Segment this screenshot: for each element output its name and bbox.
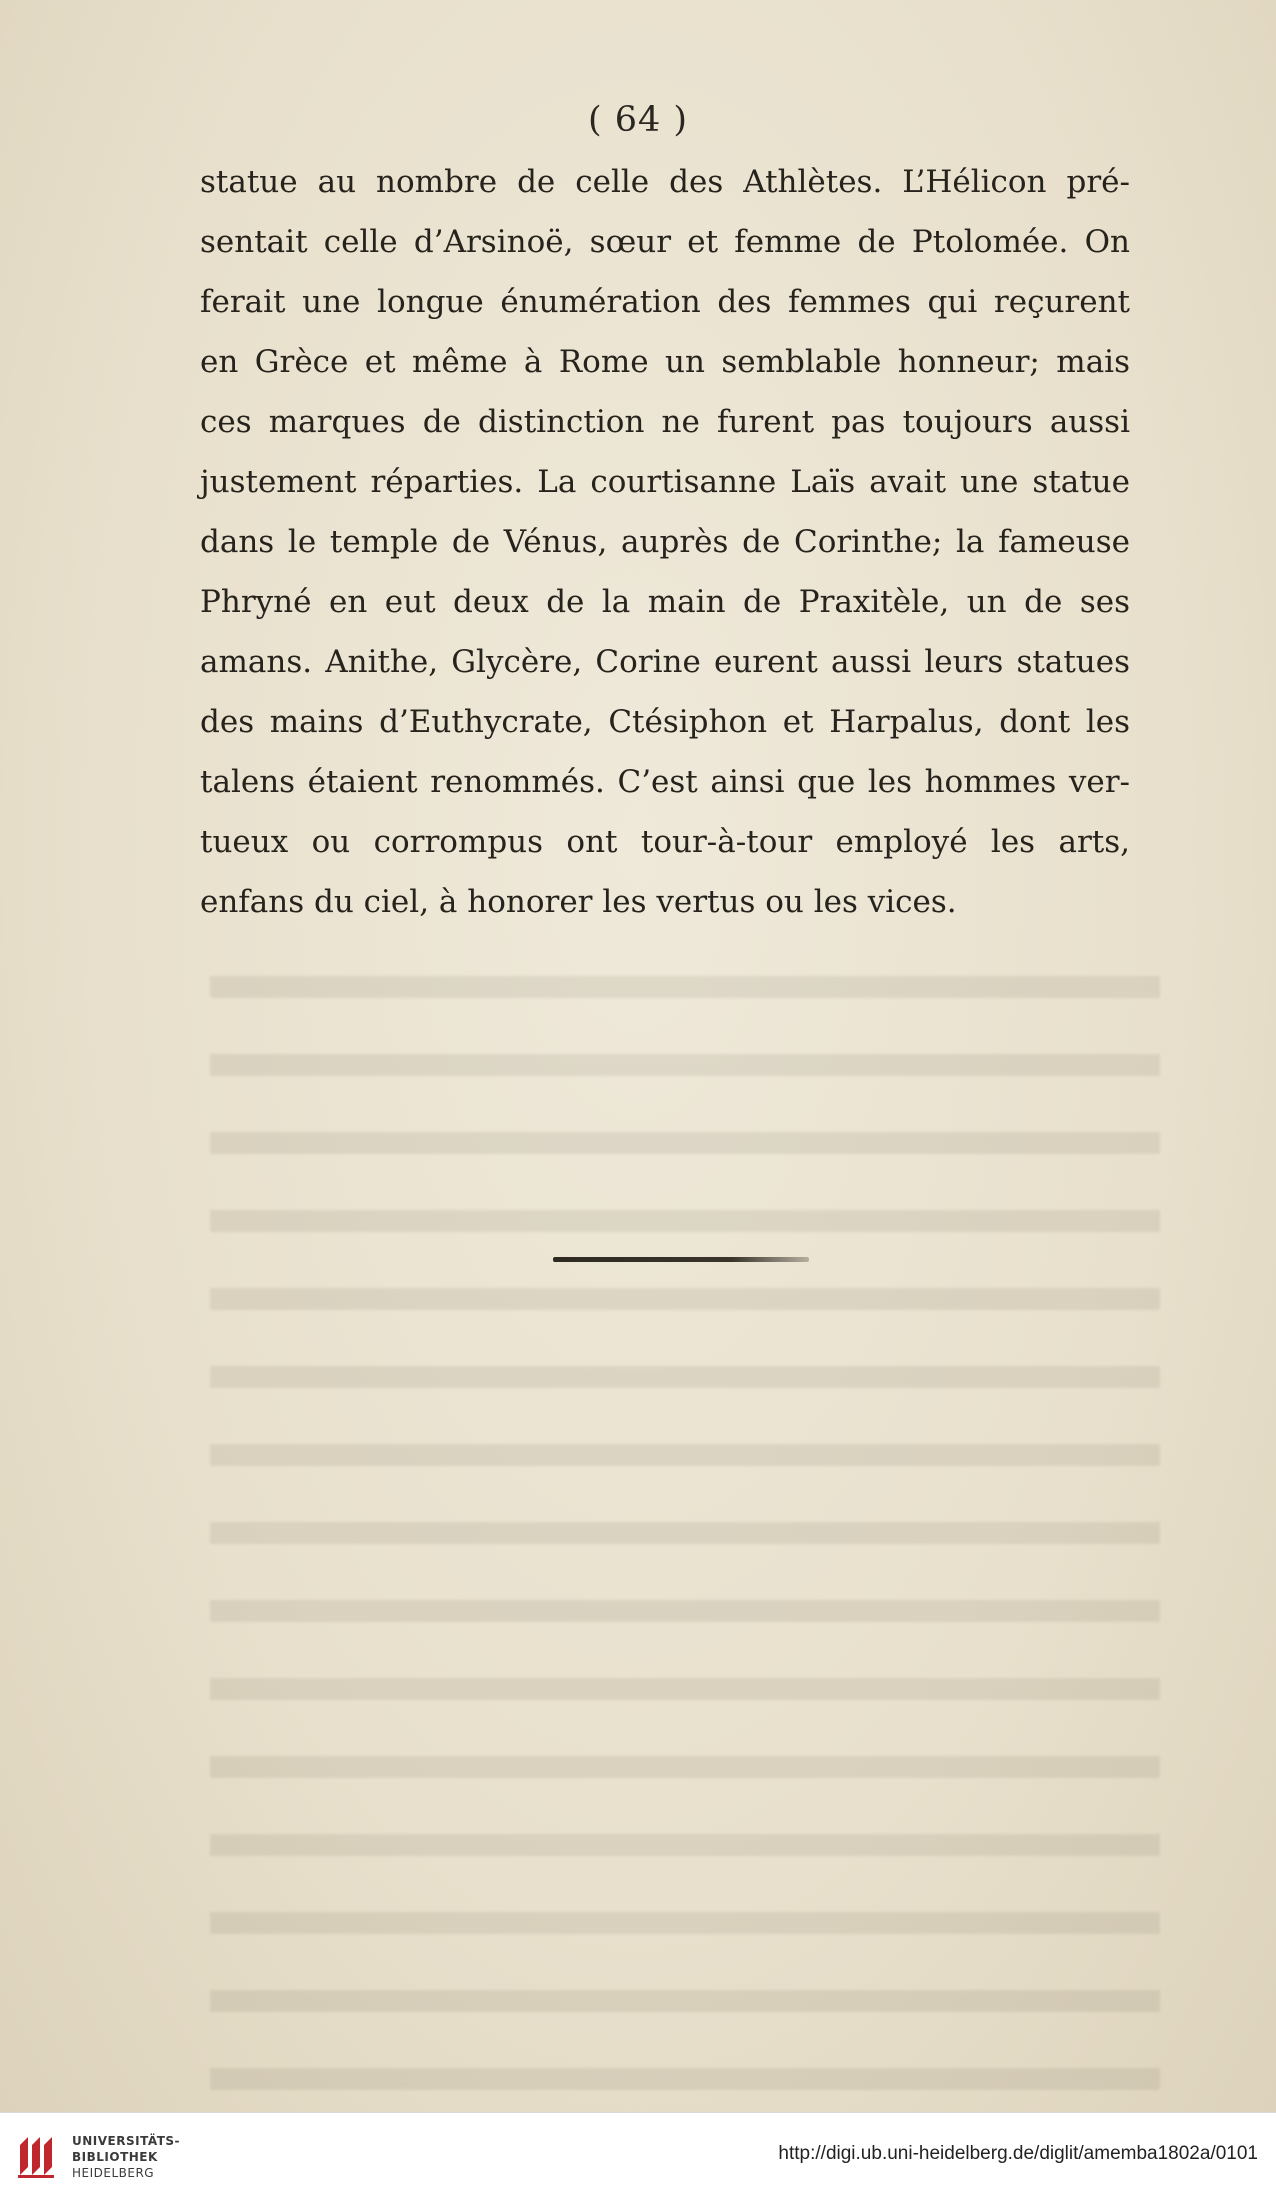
library-name — [72, 2133, 180, 2181]
library-name-line: BIBLIOTHEK — [72, 2150, 158, 2164]
page-number: ( 64 ) — [587, 100, 689, 140]
bleed-through-text — [210, 920, 1160, 1920]
text-line: statue au nombre de celle des Athlètes. L’Hélicon pré- — [200, 164, 1130, 200]
footer-bar — [0, 2112, 1276, 2202]
body-text — [200, 152, 1130, 932]
library-name-line: HEIDELBERG — [72, 2166, 155, 2180]
text-line: talens étaient renommés. C’est ainsi que les hommes ver- — [200, 764, 1130, 800]
text-line: Phryné en eut deux de la main de Praxitèle, un de ses — [200, 584, 1130, 620]
permalink-url[interactable]: http://digi.ub.uni-heidelberg.de/diglit/amemba1802a/0101 — [778, 2143, 1258, 2164]
text-line: ferait une longue énumération des femmes qui reçurent — [200, 284, 1130, 320]
section-divider — [553, 1257, 809, 1262]
text-line: sentait celle d’Arsinoë, sœur et femme de Ptolomée. On — [200, 224, 1130, 260]
text-line: amans. Anithe, Glycère, Corine eurent aussi leurs statues — [200, 644, 1130, 680]
library-name-line: UNIVERSITÄTS- — [72, 2134, 181, 2148]
text-line: enfans du ciel, à honorer les vertus ou les vices. — [200, 884, 957, 920]
text-line: tueux ou corrompus ont tour-à-tour employé les arts, — [200, 824, 1130, 860]
text-line: en Grèce et même à Rome un semblable honneur; mais — [200, 344, 1130, 380]
university-logo-icon — [14, 2131, 58, 2181]
text-line: justement réparties. La courtisanne Laïs avait une statue — [200, 464, 1130, 500]
text-line: ces marques de distinction ne furent pas toujours aussi — [200, 404, 1130, 440]
text-line: des mains d’Euthycrate, Ctésiphon et Harpalus, dont les — [200, 704, 1130, 740]
text-line: dans le temple de Vénus, auprès de Corinthe; la fameuse — [200, 524, 1130, 560]
